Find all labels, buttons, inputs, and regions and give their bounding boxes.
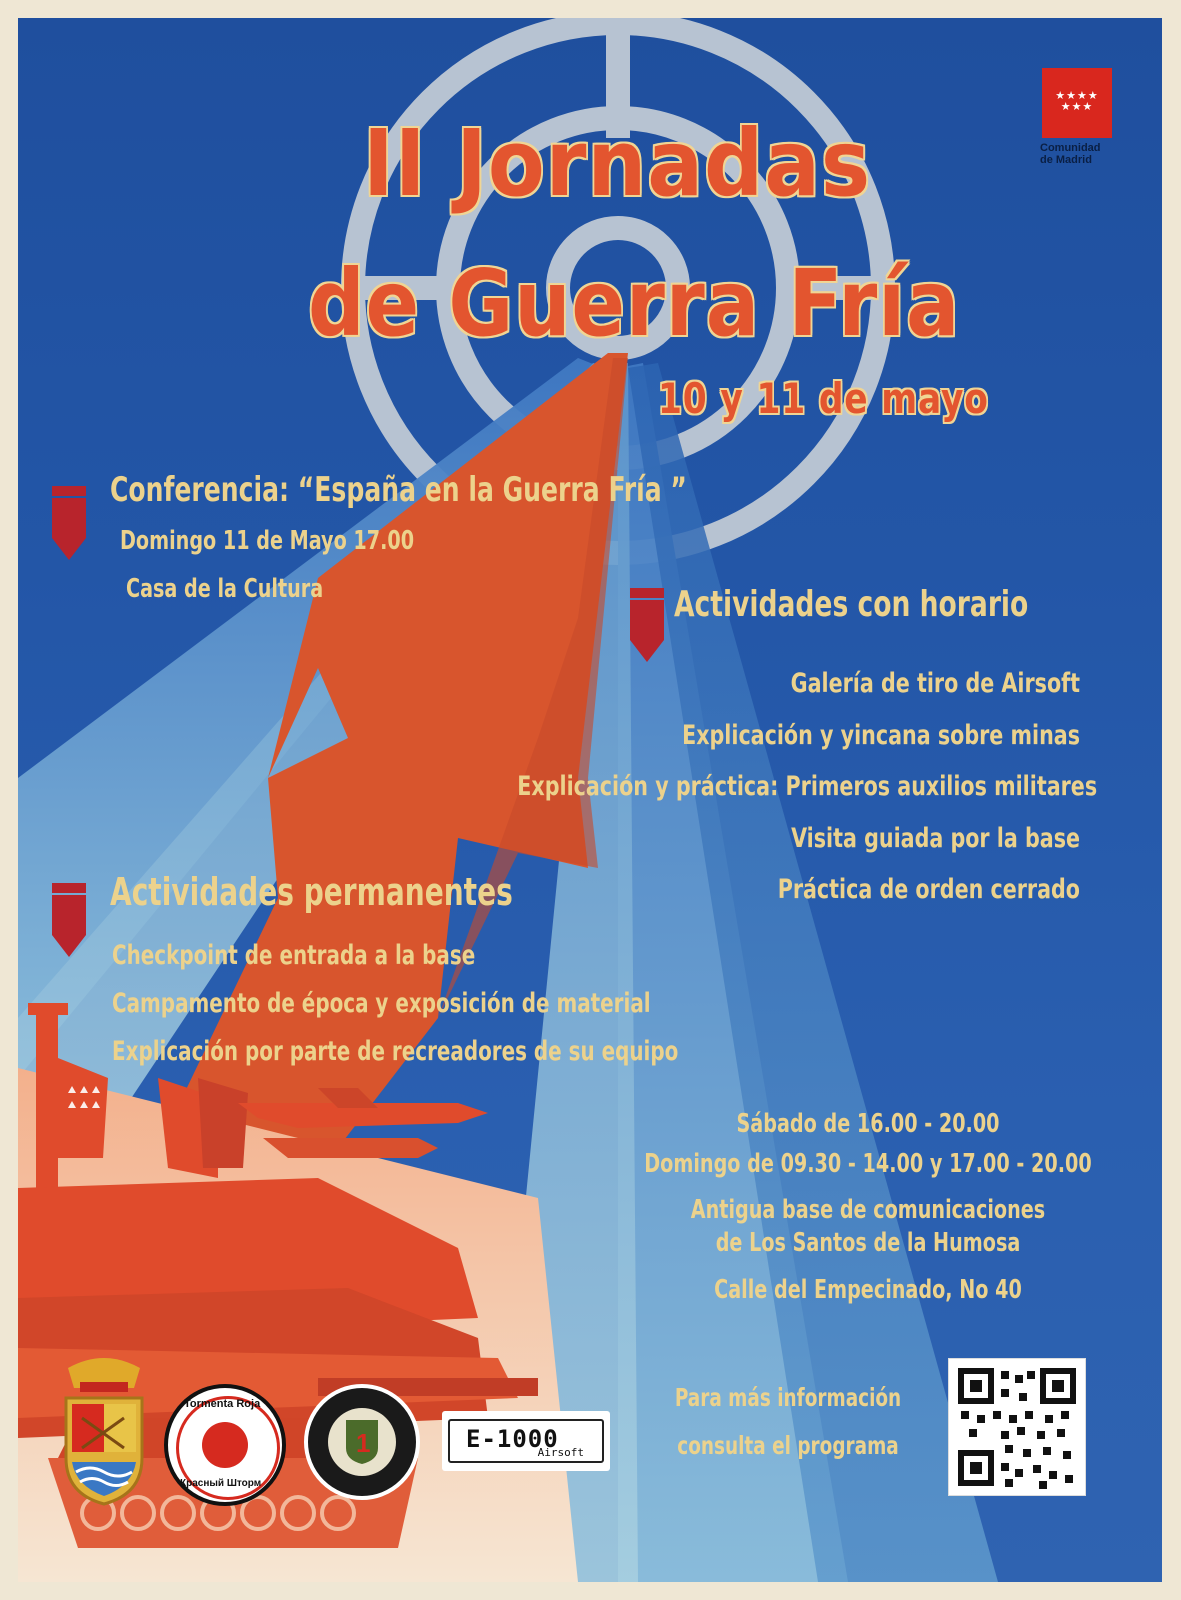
e1000-text: E-1000 [466,1425,559,1453]
qr-code-icon [949,1359,1085,1495]
conference-heading: Conferencia: “España en la Guerra Fría ” [110,470,687,510]
place-line-2: de Los Santos de la Humosa [715,1228,1021,1258]
qr-code[interactable] [948,1358,1086,1496]
poster [18,18,1162,1582]
saturday-hours: Sábado de 16.00 - 20.00 [736,1109,1000,1139]
sunday-hours: Domingo de 09.30 - 14.00 y 17.00 - 20.00 [644,1149,1092,1179]
list-item: Explicación por parte de recreadores de su equipo [112,1036,679,1067]
place-line-1: Antigua base de comunicaciones [690,1195,1046,1225]
scheduled-heading: Actividades con horario [674,584,1029,625]
permanent-list [112,932,678,1076]
svg-text:1: 1 [356,1428,371,1458]
list-item: Checkpoint de entrada a la base [112,940,476,971]
shield-icon [342,1418,382,1466]
conference-date: Domingo 11 de Mayo 17.00 [120,526,415,556]
bomb-icon [52,486,86,560]
e1000-airsoft-logo [442,1411,610,1471]
comunidad-madrid-logo [1042,68,1112,138]
permanent-heading: Actividades permanentes [110,870,513,914]
scheduled-list [517,658,1098,916]
tormenta-top-text: Tormenta Roja [184,1398,261,1410]
us-army-text [310,1506,326,1507]
municipal-coat-of-arms-icon [58,1358,150,1508]
list-item: Galería de tiro de Airsoft [790,668,1080,699]
conference-place: Casa de la Cultura [126,574,324,604]
comunidad-madrid-label: Comunidad de Madrid [1040,142,1101,166]
list-item: Explicación y yincana sobre minas [682,719,1080,751]
address: Calle del Empecinado, No 40 [714,1275,1022,1305]
list-item: Práctica de orden cerrado [777,874,1080,905]
title-line-2: de Guerra Fría [308,250,961,357]
schedule-block [630,1104,1106,1310]
list-item: Campamento de época y exposición de material [112,988,651,1019]
tormenta-bottom-text: Красный Шторм [180,1478,262,1489]
list-item: Visita guiada por la base [791,822,1080,854]
tormenta-roja-logo [164,1384,286,1506]
airsoft-text: Airsoft [537,1446,584,1459]
title-line-1: II Jornadas [363,110,872,217]
info-text: Para más información consulta el programa [674,1383,902,1460]
list-item: Explicación y práctica: Primeros auxilios militares [517,771,1098,802]
stars-icon: ★★★★ ★★★ [1055,89,1099,113]
us-army-1st-infantry-logo [304,1384,420,1500]
dates: 10 y 11 de mayo [658,374,989,423]
